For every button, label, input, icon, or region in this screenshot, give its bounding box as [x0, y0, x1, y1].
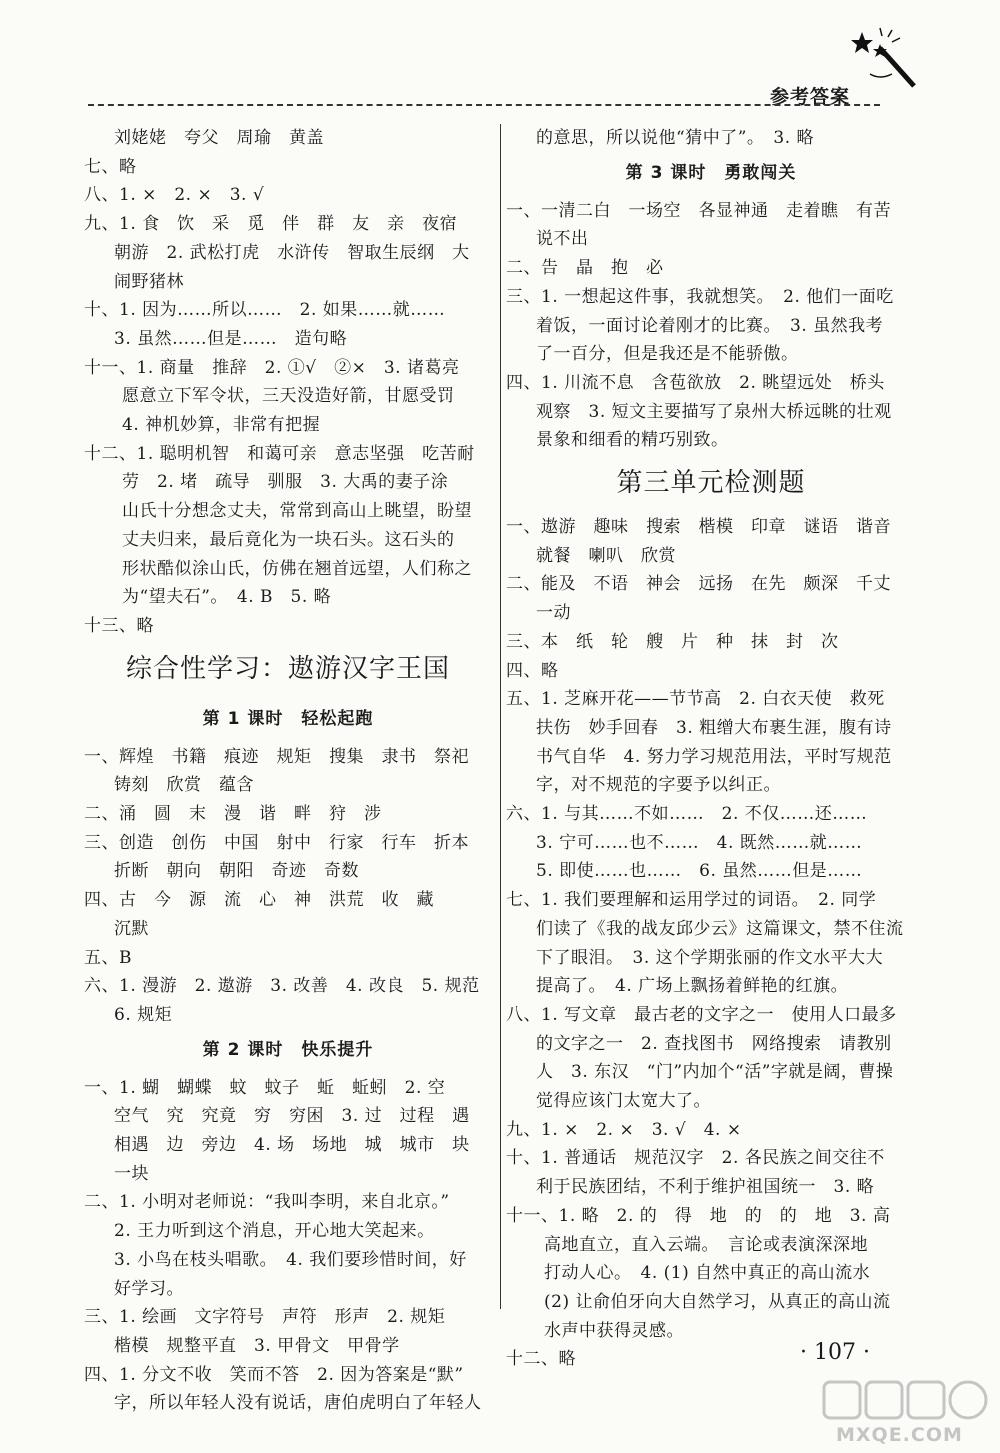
answer-line: 十一、1. 略 2. 的 得 地 的 的 地 3. 高: [506, 1205, 891, 1226]
answer-line: 十二、1. 聪明机智 和蔼可亲 意志坚强 吃苦耐: [84, 443, 475, 464]
watermark: [820, 1378, 990, 1448]
answer-line: 七、略: [84, 156, 137, 177]
answer-line: 十三、略: [84, 615, 154, 636]
answer-line: 空气 究 究竟 穷 穷困 3. 过 过程 遇: [114, 1106, 470, 1127]
answer-line: 好学习。: [114, 1278, 184, 1299]
answer-line: 愿意立下军令状，三天没造好箭，甘愿受罚: [122, 386, 455, 407]
answer-line: 观察 3. 短文主要描写了泉州大桥远眺的壮观: [536, 401, 892, 422]
answer-line: 六、1. 与其……不如…… 2. 不仅……还……: [506, 804, 868, 824]
answer-line: 十一、1. 商量 推辞 2. ①√ ②× 3. 诸葛亮: [84, 357, 460, 378]
answer-line: 高地直立，直入云端。 言论或表演深深地: [544, 1234, 868, 1255]
answer-line: 二、告 晶 抱 必: [506, 258, 664, 279]
answer-line: 九、1. × 2. × 3. √ 4. ×: [506, 1119, 742, 1140]
answer-line: 人 3. 东汉 “门”内加个“活”字就是阔，曹操: [536, 1062, 894, 1083]
answer-line: 说不出: [536, 229, 589, 250]
answer-line: 八、1. 写文章 最古老的文字之一 使用人口最多: [506, 1004, 897, 1025]
answer-line: 三、1. 绘画 文字符号 声符 形声 2. 规矩: [84, 1307, 446, 1328]
answer-line: 4. 神机妙算，非常有把握: [122, 415, 321, 435]
answer-line: 三、本 纸 轮 艘 片 种 抹 封 次: [506, 631, 839, 652]
answer-line: 九、1. 食 饮 采 觅 伴 群 友 亲 夜宿: [84, 214, 458, 235]
header-divider: [88, 104, 880, 106]
watermark-logo-icon: [820, 1378, 990, 1424]
answer-line: 字，对不规范的字要予以纠正。: [536, 775, 781, 796]
answer-line: 为“望夫石”。 4. B 5. 略: [122, 587, 332, 608]
answer-line: 利于民族团结，不利于维护祖国统一 3. 略: [536, 1177, 875, 1198]
answer-line: 八、1. × 2. × 3. √: [84, 185, 265, 206]
answer-line: 一、一清二白 一场空 各显神通 走着瞧 有苦: [506, 200, 891, 221]
answer-line: 提高了。 4. 广场上飘扬着鲜艳的红旗。: [536, 976, 849, 997]
answer-line: 字，所以年轻人没有说话，唐伯虎明白了年轻人: [114, 1393, 482, 1414]
answer-line: 楷模 规整平直 3. 甲骨文 甲骨学: [114, 1335, 400, 1356]
answer-line: 书气自华 4. 努力学习规范用法，平时写规范: [536, 746, 892, 767]
answer-line: 三、创造 创伤 中国 射中 行家 行车 折本: [84, 832, 469, 853]
answer-line: 下了眼泪。 3. 这个学期张丽的作文水平大大: [536, 947, 884, 968]
answer-line: 四、1. 分文不收 笑而不答 2. 因为答案是“默”: [84, 1364, 464, 1385]
answer-line: 十、1. 因为……所以…… 2. 如果……就……: [84, 300, 446, 321]
answer-line: 就餐 喇叭 欣赏: [536, 545, 676, 566]
answer-line: 打动人心。 4. (1) 自然中真正的高山流水: [544, 1263, 871, 1284]
lesson-title: 第 2 课时 快乐提升: [202, 1039, 374, 1060]
answer-line: 四、略: [506, 660, 559, 681]
answer-line: 二、涌 圆 末 漫 谐 畔 狩 涉: [84, 804, 382, 824]
answer-line: 三、1. 一想起这件事，我就想笑。 2. 他们一面吃: [506, 286, 894, 307]
answer-line: (2) 让俞伯牙向大自然学习，从真正的高山流: [544, 1291, 891, 1312]
answer-line: 一、辉煌 书籍 痕迹 规矩 搜集 隶书 祭祀: [84, 746, 469, 767]
answer-line: 闹野猪林: [114, 271, 184, 292]
answer-line: 山氏十分想念丈夫，常常到高山上眺望，盼望: [122, 501, 472, 522]
lesson-title: 第 3 课时 勇敢闯关: [625, 162, 797, 183]
answer-line: 丈夫归来，最后竟化为一块石头。这石头的: [122, 529, 455, 550]
watermark-url: MXQE.COM: [836, 1424, 963, 1446]
section-title: 综合性学习：遨游汉字王国: [125, 653, 450, 684]
answer-line: 铸刻 欣赏 蕴含: [114, 775, 254, 796]
answer-line: 四、古 今 源 流 心 神 洪荒 收 藏: [84, 890, 434, 911]
answer-line: 扶伤 妙手回春 3. 粗缯大布裹生涯，腹有诗: [536, 717, 892, 738]
answer-line: 着饭，一面讨论着刚才的比赛。 3. 虽然我考: [536, 315, 884, 336]
answer-line: 形状酷似涂山氏，仿佛在翘首远望，人们称之: [122, 558, 472, 579]
answer-line: 5. 即使……也…… 6. 虽然……但是……: [536, 861, 863, 882]
answer-line: 的意思，所以说他“猜中了”。 3. 略: [536, 128, 815, 148]
answer-line: 3. 小鸟在枝头唱歌。 4. 我们要珍惜时间，好: [114, 1249, 467, 1270]
answer-line: 一、1. 蝴 蝴蝶 蚊 蚊子 蚯 蚯蚓 2. 空: [84, 1077, 446, 1098]
answer-line: 一块: [114, 1163, 149, 1184]
answer-line: 十二、略: [506, 1349, 576, 1370]
answer-line: 劳 2. 堵 疏导 驯服 3. 大禹的妻子涂: [122, 472, 449, 493]
answer-line: 四、1. 川流不息 含苞欲放 2. 眺望远处 桥头: [506, 372, 885, 393]
answer-line: 水声中获得灵感。: [544, 1320, 684, 1341]
page-number: · 107 ·: [800, 1340, 870, 1365]
column-divider: [500, 124, 501, 1309]
answer-line: 二、能及 不语 神会 远扬 在先 颇深 千丈: [506, 574, 891, 595]
answer-line: 五、1. 芝麻开花——节节高 2. 白衣天使 救死: [506, 689, 885, 710]
answer-line: 了一百分，但是我还是不能骄傲。: [536, 344, 799, 365]
answer-line: 3. 宁可……也不…… 4. 既然……就……: [536, 832, 863, 853]
answer-line: 刘姥姥 夸父 周瑜 黄盖: [114, 128, 324, 148]
answer-line: 六、1. 漫游 2. 遨游 3. 改善 4. 改良 5. 规范: [84, 976, 480, 997]
answer-line: 的文字之一 2. 查找图书 网络搜索 请教别: [536, 1033, 892, 1054]
answer-line: 2. 王力听到这个消息，开心地大笑起来。: [114, 1221, 435, 1242]
answer-line: 相遇 边 旁边 4. 场 场地 城 城市 块: [114, 1135, 470, 1155]
answer-line: 十、1. 普通话 规范汉字 2. 各民族之间交往不: [506, 1148, 885, 1169]
answer-line: 们读了《我的战友邱少云》这篇课文，禁不住流: [536, 918, 904, 939]
header-title: 参考答案: [769, 86, 850, 108]
answer-line: 朝游 2. 武松打虎 水浒传 智取生辰纲 大: [114, 242, 470, 263]
answer-line: 折断 朝向 朝阳 奇迹 奇数: [114, 861, 359, 882]
section-title: 第三单元检测题: [616, 468, 806, 498]
answer-line: 觉得应该门太宽大了。: [536, 1091, 711, 1111]
page-header: [60, 60, 920, 106]
answer-line: 景象和细看的精巧别致。: [536, 430, 729, 451]
answer-line: 3. 虽然……但是…… 造句略: [114, 328, 348, 349]
answer-line: 二、1. 小明对老师说：“我叫李明，来自北京。”: [84, 1192, 450, 1213]
answer-line: 6. 规矩: [114, 1004, 173, 1025]
star-wand-icon: [840, 24, 920, 104]
answer-line: 五、B: [84, 947, 132, 968]
answer-line: 七、1. 我们要理解和运用学过的词语。 2. 同学: [506, 890, 877, 911]
lesson-title: 第 1 课时 轻松起跑: [202, 708, 374, 729]
answer-line: 一、遨游 趣味 搜索 楷模 印章 谜语 谐音: [506, 517, 891, 537]
answer-line: 沉默: [114, 918, 149, 939]
answer-line: 一动: [536, 603, 571, 624]
